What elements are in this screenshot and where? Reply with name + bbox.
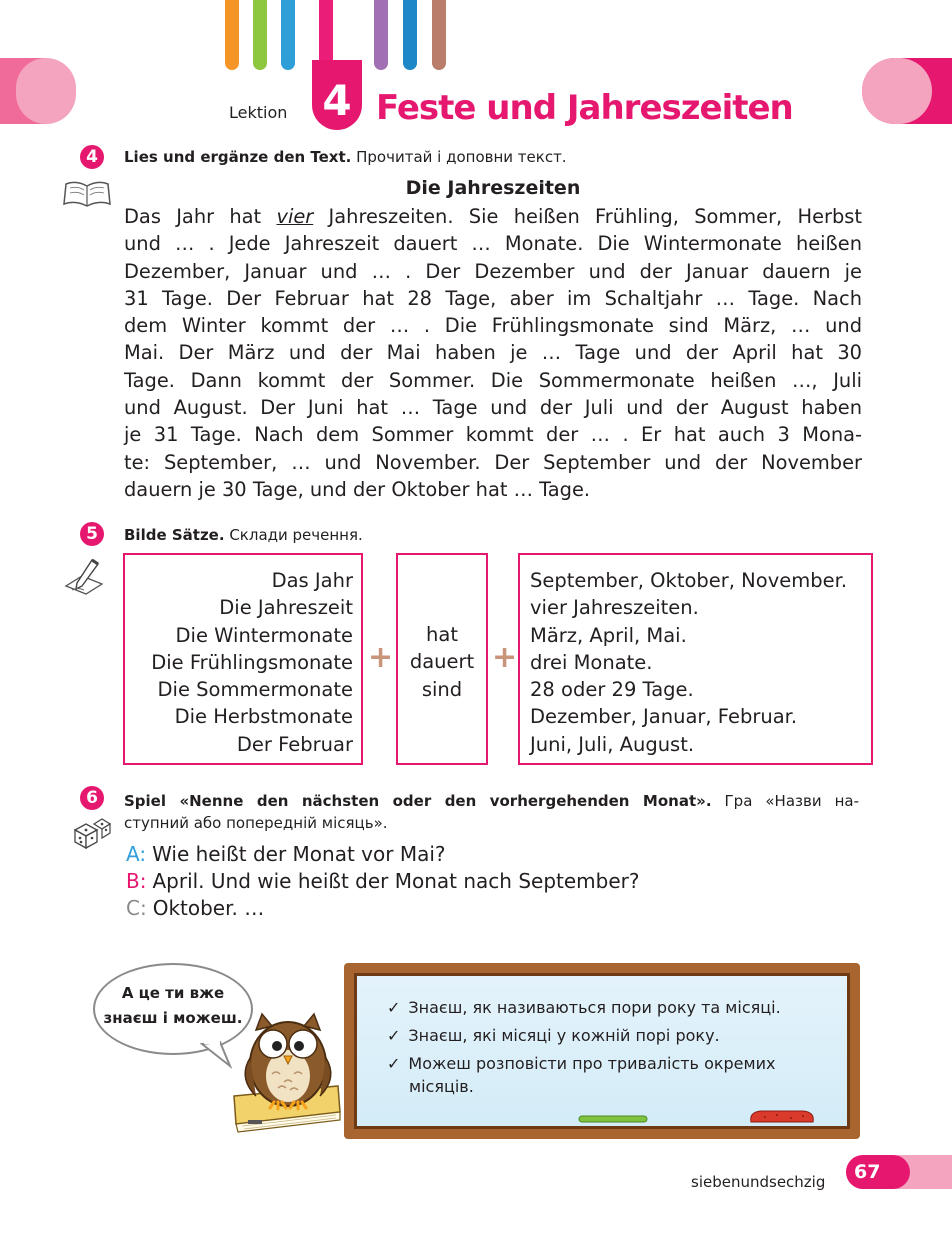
object-item: 28 oder 29 Tage. (530, 678, 694, 702)
text-line: Tage. Dann kommt der Sommer. Die Sommermonate heißen …, Juli (124, 368, 862, 392)
header-stripe-blue (281, 0, 295, 70)
page-number: 67 (846, 1155, 910, 1189)
verb-item: hat (426, 623, 458, 646)
text-line-1a: Das Jahr hat (124, 205, 262, 228)
exercise-6-instruction-line-1 (124, 790, 859, 812)
chalkboard (344, 963, 860, 1139)
check-icon: ✓ (387, 1026, 401, 1045)
speaker-c: C: (126, 896, 147, 920)
subject-item: Die Jahreszeit (219, 596, 353, 620)
check-text-1: Знаєш, як називаються пори року та місяці. (408, 998, 781, 1017)
subject-item: Die Wintermonate (175, 623, 353, 647)
speaker-b: B: (126, 869, 147, 893)
dialog-line-a (126, 842, 446, 866)
verb-item: sind (421, 677, 463, 701)
dialog-line-b (126, 869, 640, 893)
exercise-5-instruction-uk: Склади речення. (229, 526, 363, 544)
page-number-word: siebenundsechzig (691, 1173, 826, 1191)
exercise-6-instruction (124, 790, 859, 834)
text-line: 31 Tage. Der Februar hat 28 Tage, aber im Schaltjahr … Tage. Nach (124, 286, 862, 310)
check-item-3 (387, 1052, 775, 1098)
bubble-line-2: знаєш і можеш. (103, 1009, 243, 1027)
dialog-line-c (126, 896, 264, 920)
exercise-4-instruction (124, 148, 567, 166)
header-stripe-brown (432, 0, 446, 70)
chalk-icon (577, 1114, 649, 1124)
verb-item: dauert (409, 650, 475, 674)
check-icon: ✓ (387, 998, 401, 1017)
objects-box (518, 553, 873, 765)
object-item: März, April, Mai. (530, 623, 687, 647)
subject-item: Die Frühlingsmonate (151, 650, 353, 674)
text-body (124, 203, 862, 503)
lesson-number: 4 (312, 60, 362, 130)
dialog-text-b: April. Und wie heißt der Monat nach September? (152, 869, 640, 893)
text-title: Die Jahreszeiten (405, 177, 581, 199)
check-text-3: Можеш розповісти про тривалість окремих (408, 1054, 776, 1073)
exercise-6-number: 6 (80, 786, 104, 810)
exercise-4-number: 4 (80, 145, 104, 169)
check-item-1 (387, 996, 781, 1019)
subject-item: Das Jahr (271, 569, 353, 592)
check-text-3-cont: місяців. (409, 1077, 474, 1096)
dialog-text-c: Oktober. … (152, 896, 265, 920)
exercise-4-instruction-uk: Прочитай і доповни текст. (356, 148, 567, 166)
subject-item: Der Februar (236, 732, 353, 756)
lektion-label: Lektion (229, 103, 288, 122)
speaker-a: A: (126, 842, 147, 866)
exercise-5-instruction-de: Bilde Sätze. (124, 526, 225, 544)
header-stripe-orange (225, 0, 239, 70)
object-item: Juni, Juli, August. (530, 732, 695, 756)
verbs-box (396, 553, 488, 765)
owl-on-book-icon (228, 1012, 346, 1142)
lesson-title: Feste und Jahreszeiten (376, 88, 793, 128)
text-line: dem Winter kommt der … . Die Frühlingsmonate sind März, … und (124, 314, 862, 338)
plus-sign: + (368, 640, 394, 675)
exercise-6-instruction-uk-2: ступний або попередній місяць». (124, 814, 388, 832)
header-stripe-purple (374, 0, 388, 70)
exercise-5-instruction (124, 526, 363, 544)
object-item: vier Jahreszeiten. (530, 596, 699, 620)
open-book-icon (62, 178, 112, 210)
dice-icon (72, 818, 112, 850)
page-number-tab (846, 1155, 952, 1189)
object-item: drei Monate. (530, 650, 653, 674)
text-line: und … . Jede Jahreszeit dauert … Monate. Die Wintermonate heißen (124, 232, 862, 256)
exercise-4-instruction-de: Lies und ergänze den Text. (124, 148, 352, 166)
header-stripe-pink (319, 0, 333, 66)
text-line: dauern je 30 Tage, und der Oktober hat … Tage. (124, 477, 591, 501)
header-stripe-green (253, 0, 267, 70)
exercise-6-instruction-de: Spiel «Nenne den nächsten oder den vorhergehenden Monat». (124, 792, 712, 810)
left-side-tab (0, 58, 76, 124)
subject-item: Die Herbstmonate (174, 705, 353, 729)
text-line (124, 203, 862, 230)
subject-item: Die Sommermonate (157, 678, 353, 702)
dialog-text-a: Wie heißt der Monat vor Mai? (152, 842, 446, 866)
right-side-tab (862, 58, 952, 124)
check-text-2: Знаєш, які місяці у кожній порі року. (408, 1026, 720, 1045)
check-item-2 (387, 1024, 720, 1047)
chalkboard-surface (354, 973, 850, 1129)
underlined-word: vier (276, 205, 314, 228)
bubble-line-1: А це ти вже (121, 984, 225, 1002)
text-line: und August. Der Juni hat … Tage und der Juli und der August haben (124, 396, 862, 420)
sponge-icon (747, 1108, 817, 1124)
object-item: Dezember, Januar, Februar. (530, 705, 798, 729)
text-line: Dezember, Januar und … . Der Dezember und der Januar dauern je (124, 259, 862, 283)
check-icon: ✓ (387, 1054, 401, 1073)
exercise-6-instruction-uk-1: Гра «Назви на- (724, 792, 859, 810)
exercise-5-number: 5 (80, 522, 104, 546)
text-line: je 31 Tage. Nach dem Sommer kommt der … . Er hat auch 3 Mona- (124, 423, 862, 447)
pencil-writing-icon (62, 556, 106, 600)
plus-sign: + (492, 640, 518, 675)
text-line: Mai. Der März und der Mai haben je … Tage und der April hat 30 (124, 341, 862, 365)
header-stripe-darkblue (403, 0, 417, 70)
text-line-1b: Jahreszeiten. Sie heißen Frühling, Sommer, Herbst (328, 205, 862, 228)
subjects-box (123, 553, 363, 765)
text-line: te: September, … und November. Der September und der November (124, 450, 862, 474)
object-item: September, Oktober, November. (530, 569, 848, 592)
